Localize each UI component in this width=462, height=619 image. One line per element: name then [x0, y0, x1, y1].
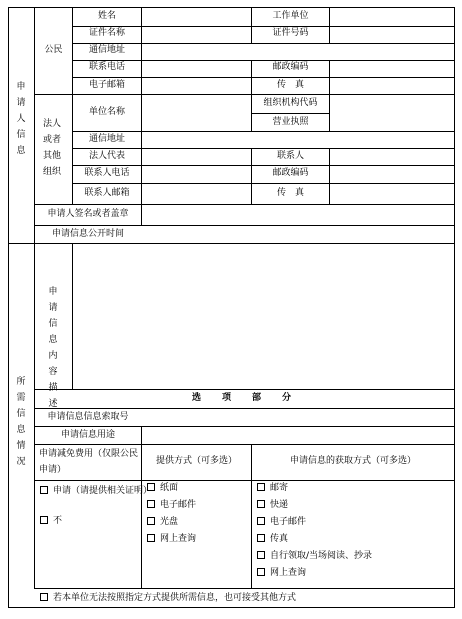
citizen-fax-label: 传 真 — [276, 80, 304, 90]
footer-option-accept-other[interactable] — [40, 593, 296, 604]
applicant-info-side-label: 申请人信息 — [16, 82, 26, 156]
rule — [34, 426, 454, 427]
id-type-label: 证件名称 — [88, 28, 125, 38]
content-description-label: 申请信息内容描述 — [48, 287, 58, 409]
table-border-right — [454, 7, 455, 608]
rule — [34, 444, 454, 445]
rule — [34, 94, 454, 95]
obtain-option-online[interactable] — [257, 568, 306, 579]
license-label: 营业执照 — [272, 117, 309, 127]
org-group-label: 法人或者其他组织 — [42, 119, 61, 177]
obtain-method-header: 申请信息的获取方式（可多选） — [289, 456, 416, 466]
contact-phone-label: 联系人电话 — [84, 168, 130, 178]
rule — [72, 26, 454, 27]
rule — [141, 426, 142, 588]
obtain-option-email[interactable] — [257, 517, 306, 528]
checkbox[interactable] — [257, 534, 265, 542]
rule — [141, 7, 142, 225]
id-number-label: 证件号码 — [272, 28, 309, 38]
checkbox[interactable] — [147, 483, 155, 491]
rule — [34, 389, 454, 390]
provide-option-paper[interactable] — [147, 483, 178, 494]
provide-option-email[interactable] — [147, 500, 196, 511]
checkbox[interactable] — [257, 500, 265, 508]
option-label: 邮寄 — [270, 483, 289, 493]
obtain-option-self-pickup[interactable] — [257, 551, 372, 562]
signature-label: 申请人签名或者盖章 — [47, 209, 129, 219]
table-border-bottom — [8, 607, 454, 608]
checkbox[interactable] — [147, 534, 155, 542]
provide-option-disc[interactable] — [147, 517, 178, 528]
provide-method-header: 提供方式（可多选） — [155, 456, 237, 466]
rule — [329, 60, 330, 94]
rule — [329, 94, 330, 131]
rule — [34, 408, 454, 409]
rule — [34, 480, 454, 481]
rule — [72, 43, 454, 44]
rule — [72, 131, 454, 132]
rule — [34, 7, 35, 588]
name-label: 姓名 — [97, 11, 116, 21]
citizen-address-label: 通信地址 — [88, 45, 125, 55]
option-label: 光盘 — [160, 517, 179, 527]
checkbox[interactable] — [257, 483, 265, 491]
required-info-side-label: 所需信息情况 — [16, 377, 26, 467]
provide-option-online[interactable] — [147, 534, 196, 545]
obtain-option-fax[interactable] — [257, 534, 288, 545]
section-divider — [8, 243, 454, 244]
rule — [72, 60, 454, 61]
rule — [251, 113, 329, 114]
obtain-option-mail[interactable] — [257, 483, 288, 494]
citizen-postcode-label: 邮政编码 — [272, 62, 309, 72]
checkbox[interactable] — [257, 517, 265, 525]
checkbox[interactable] — [40, 486, 48, 494]
option-label: 传真 — [270, 534, 289, 544]
rule — [329, 7, 330, 43]
rule — [34, 225, 454, 226]
rule — [72, 243, 73, 389]
rule — [72, 77, 454, 78]
checkbox[interactable] — [257, 551, 265, 559]
options-header: 选 项 部 分 — [191, 393, 297, 403]
checkbox[interactable] — [147, 517, 155, 525]
option-label: 申请（请提供相关证明） — [53, 486, 153, 496]
checkbox[interactable] — [257, 568, 265, 576]
unit-name-label: 单位名称 — [88, 107, 125, 117]
time-label: 申请信息公开时间 — [51, 229, 124, 239]
citizen-group-label: 公民 — [44, 45, 63, 55]
table-border-left — [8, 7, 9, 608]
purpose-label: 申请信息用途 — [60, 430, 115, 440]
checkbox[interactable] — [147, 500, 155, 508]
option-label: 电子邮件 — [270, 517, 307, 527]
fee-option-apply[interactable] — [40, 483, 153, 499]
rule — [72, 183, 454, 184]
fee-reduction-header: 申请减免费用（仅限公民申请） — [39, 449, 139, 475]
rule — [34, 204, 454, 205]
option-label: 网上查询 — [160, 534, 197, 544]
checkbox[interactable] — [40, 516, 48, 524]
org-postcode-label: 邮政编码 — [272, 168, 309, 178]
rule — [34, 588, 454, 589]
org-code-label: 组织机构代码 — [263, 98, 318, 108]
contact-email-label: 联系人邮箱 — [84, 188, 130, 198]
rule — [329, 148, 330, 204]
option-label: 电子邮件 — [160, 500, 197, 510]
table-border-top — [8, 7, 454, 8]
legal-rep-label: 法人代表 — [88, 151, 125, 161]
rule — [72, 165, 454, 166]
fee-option-no[interactable] — [40, 516, 62, 527]
option-label: 快递 — [270, 500, 289, 510]
citizen-email-label: 电子邮箱 — [88, 80, 125, 90]
rule — [72, 148, 454, 149]
footer-note: 若本单位无法按照指定方式提供所需信息，也可接受其他方式 — [53, 593, 297, 603]
contact-label: 联系人 — [276, 151, 304, 161]
option-label: 纸面 — [160, 483, 179, 493]
option-label: 不 — [53, 516, 63, 526]
option-label: 自行领取/当场阅读、抄录 — [270, 551, 373, 561]
obtain-option-express[interactable] — [257, 500, 288, 511]
org-fax-label: 传 真 — [276, 188, 304, 198]
option-label: 网上查询 — [270, 568, 307, 578]
checkbox[interactable] — [40, 593, 48, 601]
org-address-label: 通信地址 — [88, 134, 125, 144]
index-number-label: 申请信息信息索取号 — [47, 412, 129, 422]
workplace-label: 工作单位 — [272, 11, 309, 21]
citizen-phone-label: 联系电话 — [88, 62, 125, 72]
